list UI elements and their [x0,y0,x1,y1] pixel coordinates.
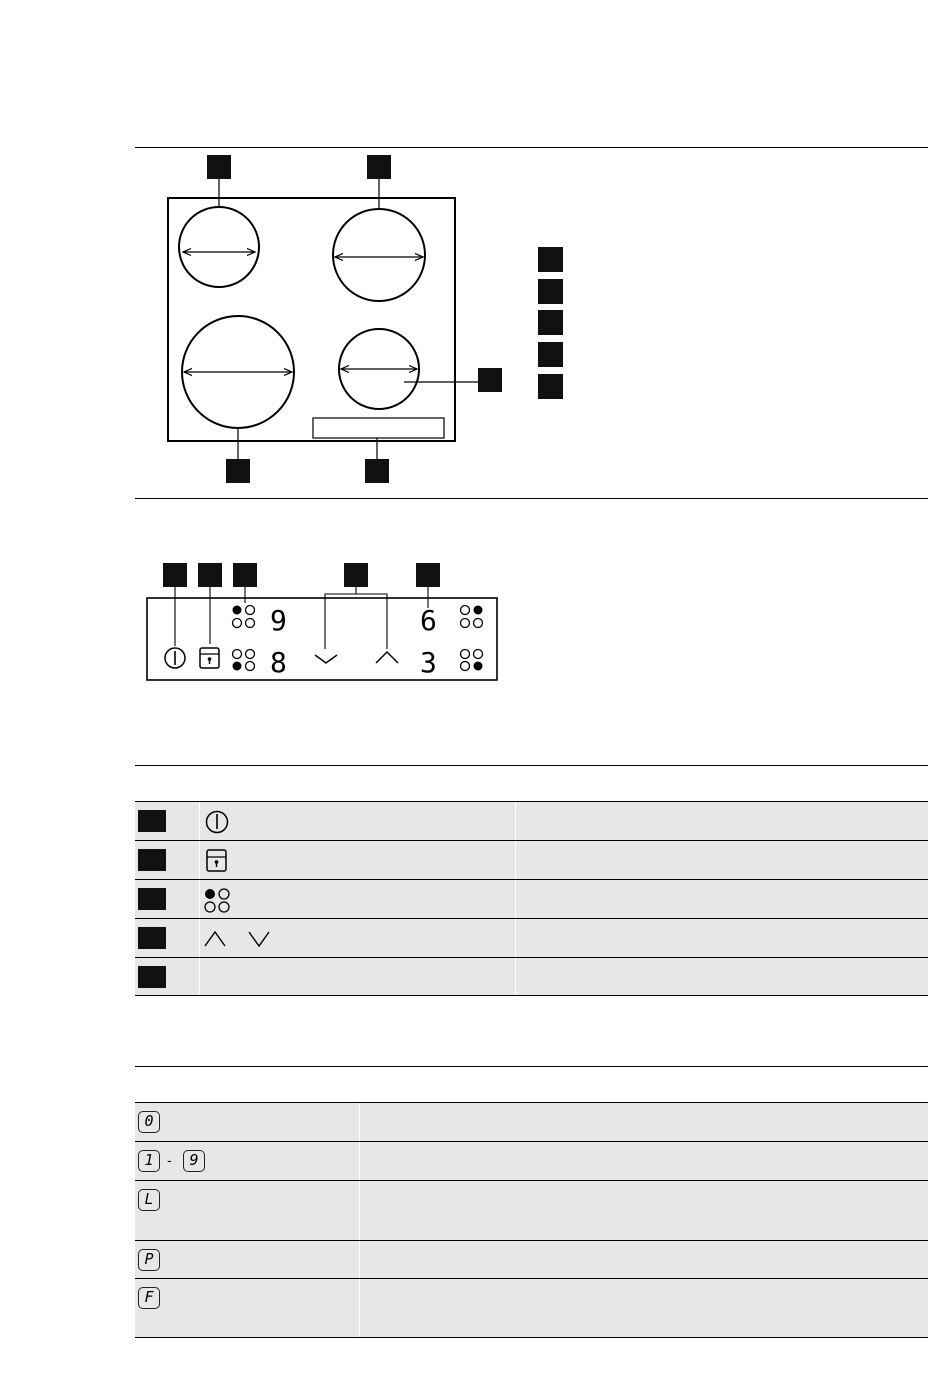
up-down-arrows-icon [203,927,275,951]
panel-callout [163,563,187,587]
table-row [135,1141,928,1180]
table-header [135,765,928,802]
panel-callout [233,563,257,587]
zone-indicator-icon [233,650,255,671]
zone-indicator-icon [233,606,255,628]
row-number-box [138,849,166,871]
display-symbol: 1 [138,1150,160,1172]
table-row [135,957,928,996]
zone-indicator-icon [461,606,483,628]
callout-marker [207,155,231,179]
table-row [135,1102,928,1141]
callout-marker [478,368,502,392]
table-row [135,1278,928,1338]
callout-marker [367,155,391,179]
table-row [135,1180,928,1240]
row-number-box [138,927,166,949]
legend-marker [538,374,563,399]
display-top-right: 6 [420,604,437,637]
table-row [135,840,928,879]
legend-marker [538,279,563,304]
callout-marker [226,459,250,483]
table-row [135,918,928,957]
display-symbol: 9 [183,1150,205,1172]
on-off-icon [165,648,185,668]
panel-callout [416,563,440,587]
display-symbol: P [138,1249,160,1271]
display-bottom-right: 3 [420,646,437,679]
hob-outline [168,198,455,441]
chevron-up-icon [376,652,398,663]
table-row [135,801,928,840]
display-symbol: L [138,1189,160,1211]
lock-icon [200,648,219,668]
table-row [135,879,928,918]
lock-icon [205,847,233,875]
display-table [135,1066,928,1338]
table-header [135,1066,928,1103]
display-symbol: 0 [138,1111,160,1133]
callout-marker [365,459,389,483]
display-bottom-left: 8 [270,646,287,679]
sensor-table [135,765,928,996]
row-number-box [138,966,166,988]
table-row [135,1240,928,1278]
legend-marker [538,310,563,335]
zone-indicator-icon [203,886,233,914]
zone-indicator-icon [461,650,483,671]
panel-callout [344,563,368,587]
chevron-down-icon [315,655,337,663]
range-separator: - [167,1152,172,1168]
cooking-zone-front-left-top [179,207,259,287]
display-top-left: 9 [270,604,287,637]
display-symbol: F [138,1287,160,1309]
legend-marker [538,247,563,272]
control-panel-outline [147,598,497,680]
cooking-zone-rear-right [333,209,425,301]
row-number-box [138,888,166,910]
row-number-box [138,810,166,832]
legend-marker [538,342,563,367]
panel-callout [198,563,222,587]
control-strip [313,418,444,438]
on-off-icon [205,808,233,836]
